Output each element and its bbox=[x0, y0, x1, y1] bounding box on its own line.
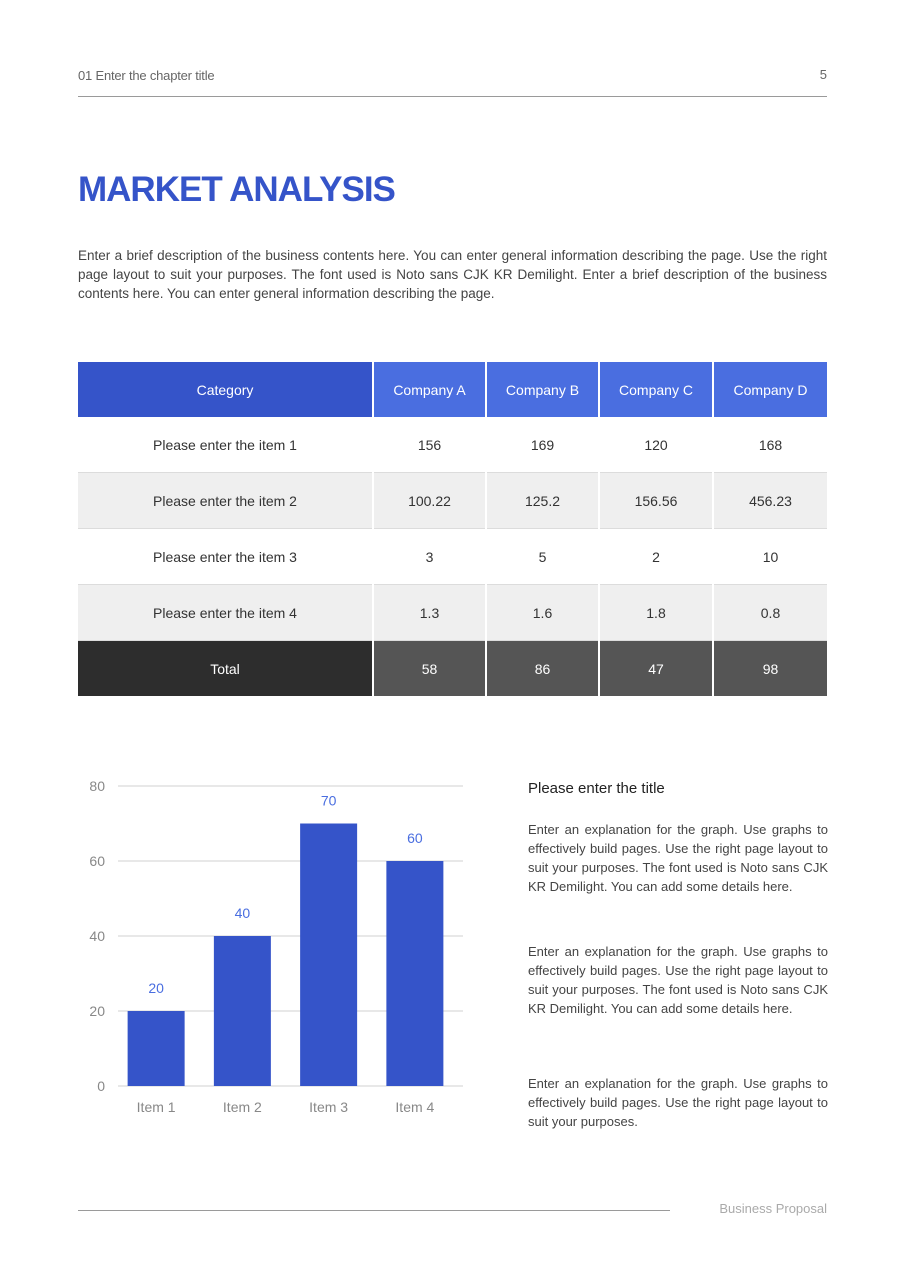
graph-explanation-3: Enter an explanation for the graph. Use graphs to effectively build pages. Use the right page layout to suit your purposes. bbox=[528, 1076, 828, 1129]
graph-explanation-2: Enter an explanation for the graph. Use graphs to effectively build pages. Use the right page layout to suit your purposes. The font used is Noto sans CJK KR Demilight. You can add some details here. bbox=[528, 944, 828, 1016]
x-tick-label: Item 3 bbox=[309, 1099, 349, 1115]
column-header-category: Category bbox=[78, 362, 373, 417]
total-row bbox=[78, 641, 827, 697]
total-cell: 47 bbox=[599, 641, 713, 697]
table-cell: 0.8 bbox=[713, 585, 827, 641]
table-cell: 169 bbox=[486, 417, 599, 473]
table-header-row bbox=[78, 362, 827, 417]
x-tick-label: Item 1 bbox=[136, 1099, 176, 1115]
market-table bbox=[78, 362, 827, 696]
table-cell: 2 bbox=[599, 529, 713, 585]
table-cell: 156 bbox=[373, 417, 486, 473]
table-cell: 100.22 bbox=[373, 473, 486, 529]
footer-divider bbox=[78, 1210, 670, 1211]
column-header-company-a: Company A bbox=[373, 362, 486, 417]
table-cell: 3 bbox=[373, 529, 486, 585]
x-tick-label: Item 4 bbox=[395, 1099, 435, 1115]
bar bbox=[214, 936, 271, 1086]
total-cell: 58 bbox=[373, 641, 486, 697]
footer-label: Business Proposal bbox=[719, 1201, 827, 1216]
data-label: 60 bbox=[407, 830, 423, 846]
side-title: Please enter the title bbox=[528, 780, 665, 797]
table-cell: 1.6 bbox=[486, 585, 599, 641]
row-label: Please enter the item 3 bbox=[78, 529, 373, 585]
total-cell: 98 bbox=[713, 641, 827, 697]
table-cell: 5 bbox=[486, 529, 599, 585]
y-tick-label: 0 bbox=[97, 1078, 105, 1094]
table-cell: 168 bbox=[758, 436, 783, 453]
y-tick-label: 20 bbox=[89, 1003, 105, 1019]
bar bbox=[386, 861, 443, 1086]
y-tick-label: 80 bbox=[89, 778, 105, 794]
header-divider bbox=[78, 96, 827, 97]
data-label: 70 bbox=[320, 792, 337, 809]
table-cell: 156.56 bbox=[599, 473, 713, 529]
bar bbox=[128, 1011, 185, 1086]
table-cell: 120 bbox=[599, 417, 713, 473]
table-row bbox=[78, 585, 827, 641]
total-label: Total bbox=[78, 641, 373, 697]
y-tick-label: 60 bbox=[89, 853, 105, 869]
chapter-title: 01 Enter the chapter title bbox=[78, 68, 215, 83]
graph-explanation-1: Enter an explanation for the graph. Use graphs to effectively build pages. Use the right page layout to suit your purposes. The font used is Noto sans CJK KR Demilight. You can add some details here. bbox=[528, 822, 828, 894]
table-cell: 125.2 bbox=[486, 473, 599, 529]
data-label: 20 bbox=[148, 980, 164, 996]
y-tick-label: 40 bbox=[89, 928, 105, 944]
total-cell: 86 bbox=[486, 641, 599, 697]
table-cell: 1.3 bbox=[373, 585, 486, 641]
table-cell: 10 bbox=[762, 548, 779, 565]
table-cell: 456.23 bbox=[713, 473, 827, 529]
column-header-company-c: Company C bbox=[599, 362, 713, 417]
page-title: MARKET ANALYSIS bbox=[78, 170, 395, 209]
page-number: 5 bbox=[819, 67, 827, 82]
column-header-company-d: Company D bbox=[713, 362, 827, 417]
row-label: Please enter the item 1 bbox=[78, 417, 373, 473]
table-row bbox=[78, 417, 827, 473]
intro-paragraph: Enter a brief description of the business contents here. You can enter general information describing the page. Use the right page layout to suit your purposes. The font used is Noto sans CJK KR Demilight. Enter a brief description of the business contents here. You can enter general information describing the page. bbox=[78, 248, 827, 301]
bar bbox=[300, 824, 357, 1087]
data-label: 40 bbox=[234, 905, 251, 921]
table-row bbox=[78, 473, 827, 529]
row-label: Please enter the item 4 bbox=[78, 585, 373, 641]
table-row bbox=[78, 529, 827, 585]
row-label: Please enter the item 2 bbox=[78, 473, 373, 529]
x-tick-label: Item 2 bbox=[222, 1099, 262, 1115]
bar-chart bbox=[78, 770, 478, 1130]
column-header-company-b: Company B bbox=[486, 362, 599, 417]
table-cell: 1.8 bbox=[599, 585, 713, 641]
